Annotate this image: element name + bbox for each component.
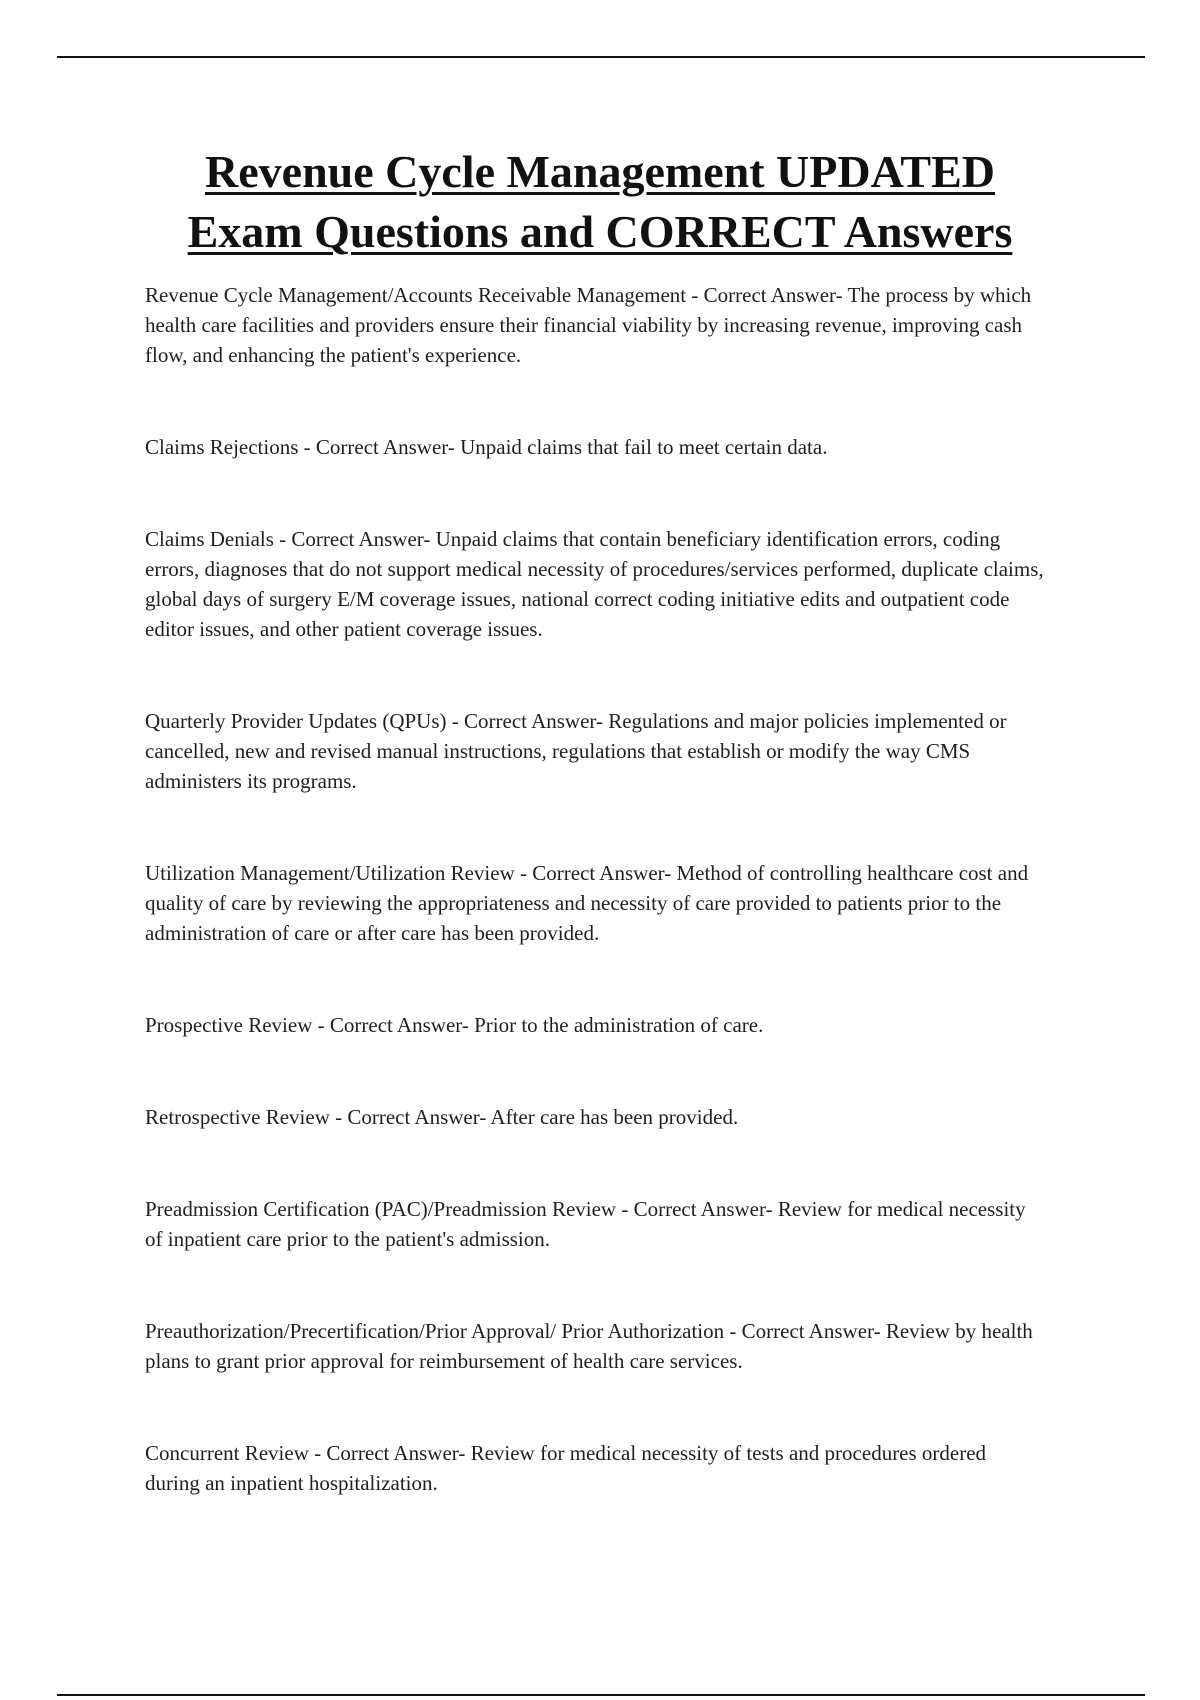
answer-label: Correct Answer-	[464, 709, 603, 733]
qa-entry	[145, 524, 1045, 644]
top-divider	[57, 56, 1145, 58]
qa-term: Utilization Management/Utilization Review -	[145, 861, 532, 885]
answer-label: Correct Answer-	[532, 861, 672, 885]
qa-answer: Unpaid claims that contain beneficiary identification errors, coding errors, diagnoses that do not support medical necessity of procedures/services performed, duplicate claims, global days of surgery E/M coverage issues, national correct coding initiative edits and outpatient code editor issues, and other patient coverage issues.	[145, 527, 1044, 641]
qa-answer: The process by which health care facilities and providers ensure their financial viability by increasing revenue, improving cash flow, and enhancing the patient's experience.	[145, 283, 1032, 367]
qa-entry	[145, 432, 1045, 462]
answer-label: Correct Answer-	[633, 1197, 773, 1221]
bottom-divider	[57, 1694, 1145, 1696]
qa-term: Quarterly Provider Updates (QPUs) -	[145, 709, 464, 733]
qa-list	[145, 280, 1045, 1560]
qa-answer: Review for medical necessity of tests and procedures ordered during an inpatient hospitalization.	[145, 1441, 987, 1495]
qa-entry	[145, 280, 1045, 370]
answer-label: Correct Answer-	[741, 1319, 881, 1343]
qa-answer: Method of controlling healthcare cost and quality of care by reviewing the appropriateness and necessity of care provided to patients prior to the administration of care or after care has been provided.	[145, 861, 1029, 945]
answer-label: Correct Answer-	[291, 527, 431, 551]
qa-entry	[145, 1316, 1045, 1376]
qa-answer: Review for medical necessity of inpatient care prior to the patient's admission.	[145, 1197, 1026, 1251]
qa-term: Revenue Cycle Management/Accounts Receivable Management -	[145, 283, 704, 307]
answer-label: Correct Answer-	[347, 1105, 487, 1129]
qa-entry	[145, 1438, 1045, 1498]
qa-term: Claims Rejections -	[145, 435, 316, 459]
qa-entry	[145, 1010, 1045, 1040]
answer-label: Correct Answer-	[326, 1441, 466, 1465]
document-title	[0, 142, 1200, 262]
qa-entry	[145, 1194, 1045, 1254]
qa-entry	[145, 706, 1045, 796]
qa-term: Preadmission Certification (PAC)/Preadmission Review -	[145, 1197, 634, 1221]
qa-entry	[145, 1102, 1045, 1132]
qa-term: Retrospective Review -	[145, 1105, 347, 1129]
qa-answer: Review by health plans to grant prior approval for reimbursement of health care services.	[145, 1319, 1033, 1373]
qa-entry	[145, 858, 1045, 948]
title-line-1: Revenue Cycle Management UPDATED	[205, 146, 995, 197]
answer-label: Correct Answer-	[329, 1013, 469, 1037]
title-line-2: Exam Questions and CORRECT Answers	[187, 206, 1013, 257]
qa-term: Concurrent Review -	[145, 1441, 326, 1465]
qa-term: Prospective Review -	[145, 1013, 330, 1037]
qa-answer: Unpaid claims that fail to meet certain data.	[460, 435, 828, 459]
qa-answer: After care has been provided.	[490, 1105, 739, 1129]
qa-answer: Regulations and major policies implemented or cancelled, new and revised manual instructions, regulations that establish or modify the way CMS administers its programs.	[145, 709, 1007, 793]
qa-term: Preauthorization/Precertification/Prior Approval/ Prior Authorization -	[145, 1319, 742, 1343]
answer-label: Correct Answer-	[315, 435, 455, 459]
answer-label: Correct Answer-	[703, 283, 843, 307]
qa-term: Claims Denials -	[145, 527, 291, 551]
qa-answer: Prior to the administration of care.	[474, 1013, 764, 1037]
